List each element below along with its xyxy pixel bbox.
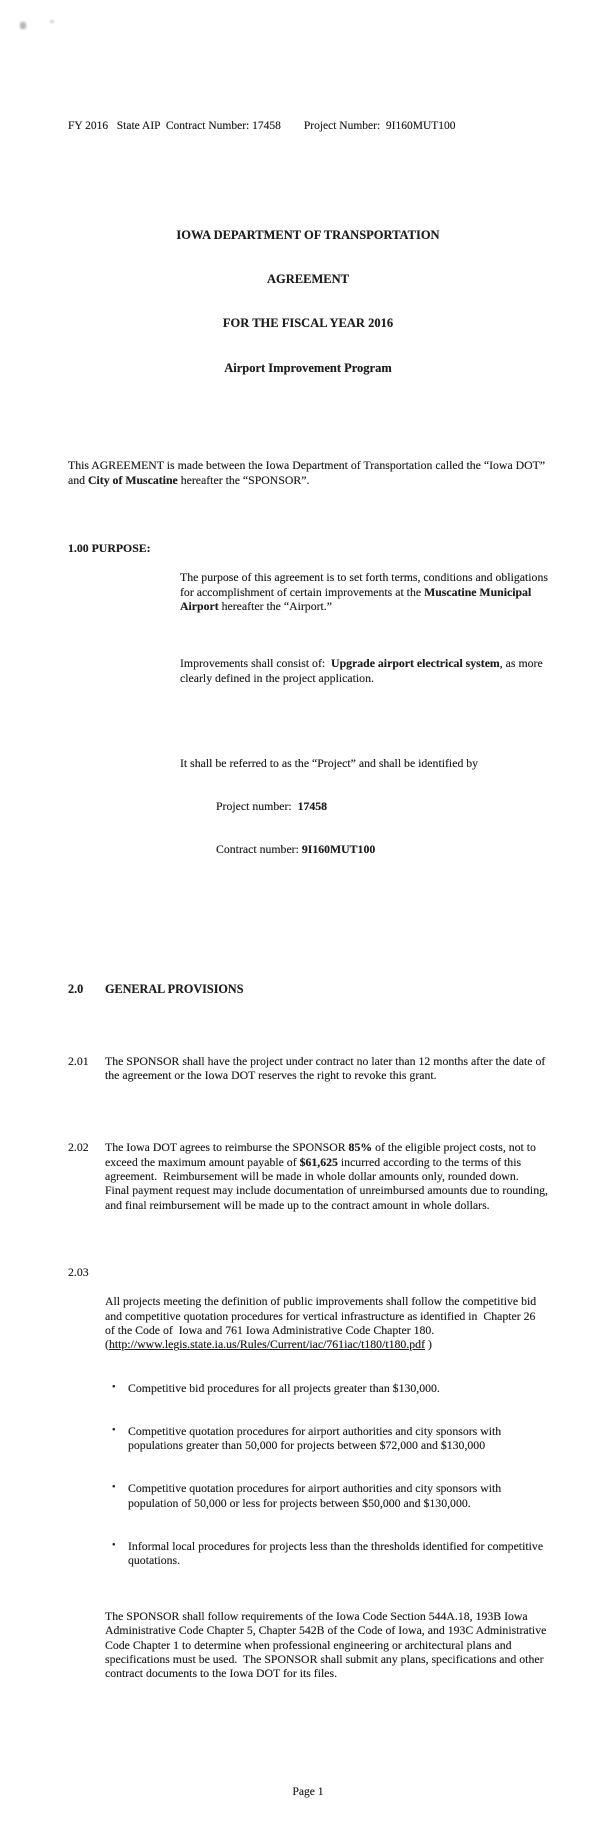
improvements-text-after: , as more clearly defined in the project application. — [180, 656, 546, 685]
scan-artifact — [50, 20, 54, 23]
reimburse-text-3: incurred according to the terms of this agreement. Reimbursement will be made in whole dollar amounts only, rounded down. Final payment request may include documentation of unreimbursed amounts due to rounding, and final reimbursement will be made up to the contract amount in whole dollars. — [105, 1154, 551, 1212]
provision-2-01 — [68, 1054, 548, 1083]
list-item — [105, 1539, 548, 1568]
bullet-icon: • — [112, 1540, 116, 1552]
bid-procedures-body: All projects meeting the definition of public improvements shall follow the competitive bid and competitive quotation procedures for vertical infrastructure as identified in Chapter 26 of the Code of Iowa and 761 Iowa Administrative Code Chapter 180. — [105, 1294, 540, 1337]
project-number-line — [180, 799, 548, 813]
max-amount: $61,625 — [299, 1154, 338, 1169]
section-number: 2.0 — [68, 982, 84, 997]
purpose-content — [180, 541, 551, 914]
title-line-program: Airport Improvement Program — [224, 360, 392, 375]
purpose-paragraph-1 — [180, 570, 551, 614]
scan-artifact — [20, 22, 26, 29]
improvement-description: Upgrade airport electrical system — [331, 656, 500, 671]
sponsor-requirements-paragraph: The SPONSOR shall follow requirements of the Iowa Code Section 544A.18, 193B Iowa Administrative Code Chapter 5, Chapter 542B of the Code of Iowa, and 193C Administrative Code Chapter 1 to determine when professional engineering or architectural plans and specifications must be used. The SPONSOR shall submit any plans, specifications and other contract documents to the Iowa DOT for its files. — [105, 1608, 550, 1681]
bid-procedures-text — [105, 1294, 548, 1352]
provision-2-03 — [68, 1265, 548, 1709]
reimburse-text-2: of the eligible project costs, not to exceed the maximum amount payable of — [105, 1140, 539, 1169]
bullet-text: Informal local procedures for projects less than the thresholds identified for competitive quotations. — [128, 1539, 547, 1568]
document-title — [68, 198, 548, 405]
link-paren-open: ( — [105, 1337, 109, 1352]
project-identification — [180, 727, 548, 885]
purpose-text-after: hereafter the “Airport.” — [218, 599, 332, 614]
bullet-icon: • — [112, 1424, 116, 1436]
improvements-paragraph — [180, 656, 548, 685]
airport-name: Muscatine Municipal Airport — [180, 584, 534, 614]
reimburse-text: The Iowa DOT agrees to reimburse the SPONSOR — [105, 1140, 349, 1155]
provision-number: 2.02 — [68, 1140, 89, 1155]
contract-number-label: Contract number: — [216, 842, 302, 857]
intro-paragraph — [68, 458, 548, 487]
bullet-text: Competitive quotation procedures for airport authorities and city sponsors with population of 50,000 or less for projects between $50,000 and $130,000. — [128, 1481, 505, 1510]
title-line-agreement: AGREEMENT — [267, 272, 349, 287]
intro-text-after: hereafter the “SPONSOR”. — [177, 472, 310, 487]
link-paren-close: ) — [425, 1337, 432, 1352]
provision-number: 2.03 — [68, 1265, 89, 1280]
contract-number-value: 9I160MUT100 — [301, 842, 376, 857]
intro-text: This AGREEMENT is made between the Iowa Department of Transportation called the “Iowa DOT” and — [68, 458, 549, 487]
contract-number-line — [180, 842, 548, 856]
bullet-text: Competitive bid procedures for all projects greater than $130,000. — [128, 1380, 440, 1395]
list-item — [105, 1424, 548, 1453]
purpose-section — [68, 541, 551, 914]
sponsor-name: City of Muscatine — [87, 472, 178, 487]
page-number: Page 1 — [292, 1785, 324, 1798]
list-item — [105, 1381, 548, 1395]
header-project-number: Project Number: 9I160MUT100 — [303, 120, 456, 133]
bullet-icon: • — [112, 1381, 116, 1393]
project-number-label: Project number: — [216, 798, 298, 813]
bullet-text: Competitive quotation procedures for airport authorities and city sponsors with populations greater than 50,000 for projects between $72,000 and $130,000 — [128, 1423, 505, 1453]
provision-2-02 — [68, 1140, 551, 1212]
identification-intro: It shall be referred to as the “Project” and shall be identified by — [180, 755, 479, 770]
rules-url-link[interactable]: http://www.legis.state.ia.us/Rules/Current/iac/761iac/t180/t180.pdf — [108, 1337, 425, 1352]
provision-text: The SPONSOR shall have the project under contract no later than 12 months after the date of the agreement or the Iowa DOT reserves the right to revoke this grant. — [105, 1054, 549, 1083]
general-provisions-heading — [68, 982, 548, 996]
provision-text — [105, 1140, 551, 1212]
purpose-text: The purpose of this agreement is to set forth terms, conditions and obligations for accomplishment of certain improvements at the — [180, 570, 551, 599]
document-header — [68, 119, 548, 133]
improvements-text: Improvements shall consist of: — [180, 656, 332, 671]
project-number-value: 17458 — [297, 798, 328, 813]
header-contract-info: FY 2016 State AIP Contract Number: 17458 — [68, 120, 281, 133]
provision-text — [105, 1265, 548, 1709]
title-line-fiscal-year: FOR THE FISCAL YEAR 2016 — [222, 316, 394, 331]
bullet-icon: • — [112, 1482, 116, 1494]
title-line-department: IOWA DEPARTMENT OF TRANSPORTATION — [176, 227, 440, 242]
section-heading-text: GENERAL PROVISIONS — [105, 982, 244, 997]
reimburse-percentage: 85% — [348, 1140, 373, 1155]
purpose-label: 1.00 PURPOSE: — [68, 541, 151, 556]
provision-number: 2.01 — [68, 1054, 89, 1069]
list-item — [105, 1481, 548, 1510]
